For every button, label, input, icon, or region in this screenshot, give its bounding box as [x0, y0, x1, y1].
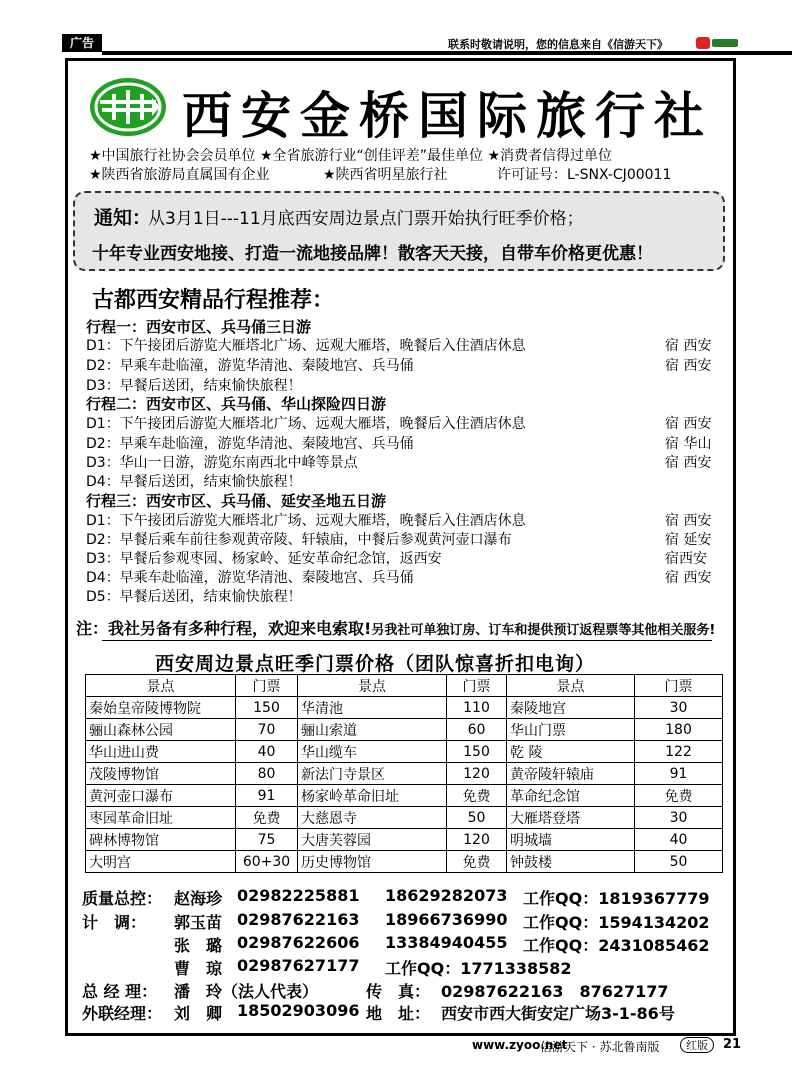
page-number: 21 [723, 1037, 742, 1052]
quality-name: 赵海珍 [174, 889, 223, 908]
table-header: 门票 [236, 675, 298, 697]
itinerary-stay: 宿 西安 [665, 338, 712, 354]
company-credentials-line2a: ★陕西省旅游局直属国有企业 [89, 167, 270, 183]
attraction-cell: 茂陵博物馆 [86, 763, 236, 785]
price-table [85, 674, 723, 873]
itinerary-stay: 宿西安 [665, 551, 707, 567]
price-cell: 110 [447, 697, 507, 719]
itinerary-stay: 宿 西安 [665, 358, 712, 374]
notice-label: 通知： [94, 207, 152, 229]
footer-edition-badge: 红版 [680, 1037, 714, 1053]
table-header: 门票 [447, 675, 507, 697]
planner-qq: 工作QQ：2431085462 [523, 936, 710, 955]
quality-phone: 02982225881 [237, 886, 360, 905]
itinerary-title: 行程二：西安市区、兵马俑、华山探险四日游 [86, 395, 387, 413]
notice-slogan: 十年专业西安地接、打造一流地接品牌！散客天天接，自带车价格更优惠！ [92, 244, 653, 264]
price-cell: 50 [447, 807, 507, 829]
attraction-cell: 华清池 [298, 697, 447, 719]
itinerary-title: 行程一：西安市区、兵马俑三日游 [86, 318, 312, 336]
address: 西安市西大街安定广场3-1-86号 [441, 1004, 675, 1023]
price-cell: 75 [236, 829, 298, 851]
table-row [86, 807, 723, 829]
attraction-cell: 大慈恩寺 [298, 807, 447, 829]
note-underline [102, 640, 712, 641]
attraction-cell: 枣园革命旧址 [86, 807, 236, 829]
table-header: 门票 [635, 675, 723, 697]
address-label: 地 址： [366, 1004, 431, 1023]
price-cell: 30 [635, 807, 723, 829]
planner-qq: 工作QQ：1594134202 [523, 913, 710, 932]
top-note: 联系时敬请说明，您的信息来自《信游天下》 [448, 38, 668, 51]
liaison-label: 外联经理： [82, 1004, 163, 1023]
price-cell: 50 [635, 851, 723, 873]
itinerary-title: 行程三：西安市区、兵马俑、延安圣地五日游 [86, 492, 387, 510]
table-header: 景点 [298, 675, 447, 697]
attraction-cell: 黄河壶口瀑布 [86, 785, 236, 807]
planner-mobile: 18966736990 [385, 910, 508, 929]
fax-numbers: 02987622163 87627177 [441, 982, 669, 1001]
attraction-cell: 秦始皇帝陵博物院 [86, 697, 236, 719]
attraction-cell: 历史博物馆 [298, 851, 447, 873]
price-cell: 80 [236, 763, 298, 785]
table-row [86, 741, 723, 763]
price-cell: 免费 [447, 851, 507, 873]
magazine-logo-icon [696, 36, 738, 50]
price-cell: 120 [447, 829, 507, 851]
section-title: 古都西安精品行程推荐： [92, 288, 335, 313]
planner-mobile: 13384940455 [385, 933, 508, 952]
itinerary-day: D2：早乘车赴临潼，游览华清池、秦陵地宫、兵马俑 [86, 436, 414, 452]
itinerary-day: D1：下午接团后游览大雁塔北广场、远观大雁塔，晚餐后入住酒店休息 [86, 416, 526, 432]
price-cell: 122 [635, 741, 723, 763]
attraction-cell: 华山门票 [507, 719, 635, 741]
planner-phone: 02987622163 [237, 910, 360, 929]
price-cell: 免费 [635, 785, 723, 807]
footer-publication: 信游天下 · 苏北鲁南版 [540, 1040, 660, 1054]
itinerary-day: D5：早餐后送团，结束愉快旅程！ [86, 589, 302, 605]
price-cell: 40 [635, 829, 723, 851]
itinerary-stay: 宿 西安 [665, 570, 712, 586]
attraction-cell: 骊山索道 [298, 719, 447, 741]
attraction-cell: 骊山森林公园 [86, 719, 236, 741]
attraction-cell: 华山进山费 [86, 741, 236, 763]
itinerary-stay: 宿 西安 [665, 416, 712, 432]
price-cell: 150 [447, 741, 507, 763]
itinerary-day: D1：下午接团后游览大雁塔北广场、远观大雁塔，晚餐后入住酒店休息 [86, 338, 526, 354]
quality-qq: 工作QQ：1819367779 [523, 889, 710, 908]
itinerary-day: D3：早餐后参观枣园、杨家岭、延安革命纪念馆，返西安 [86, 551, 442, 567]
top-divider [102, 51, 792, 55]
attraction-cell: 明城墙 [507, 829, 635, 851]
price-cell: 70 [236, 719, 298, 741]
manager-name: 潘 玲（法人代表） [174, 982, 319, 1001]
itinerary-day: D3：早餐后送团，结束愉快旅程！ [86, 378, 302, 394]
attraction-cell: 新法门寺景区 [298, 763, 447, 785]
itinerary-stay: 宿 西安 [665, 455, 712, 471]
quality-mobile: 18629282073 [385, 886, 508, 905]
price-cell: 91 [635, 763, 723, 785]
price-cell: 免费 [236, 807, 298, 829]
table-row [86, 697, 723, 719]
company-name: 西安金桥国际旅行社 [182, 86, 713, 145]
quality-label: 质量总控： [82, 889, 163, 908]
price-cell: 免费 [447, 785, 507, 807]
table-row [86, 763, 723, 785]
price-cell: 60 [447, 719, 507, 741]
itinerary-day: D4：早餐后送团，结束愉快旅程！ [86, 474, 302, 490]
attraction-cell: 杨家岭革命旧址 [298, 785, 447, 807]
price-cell: 60+30 [236, 851, 298, 873]
footer-website: www.zyoo.net [472, 1038, 568, 1052]
company-credentials-line2b: ★陕西省明星旅行社 [323, 167, 448, 183]
attraction-cell: 钟鼓楼 [507, 851, 635, 873]
price-cell: 120 [447, 763, 507, 785]
services-note-rest: 另我社可单独订房、订车和提供预订返程票等其他相关服务! [371, 623, 716, 638]
planner-phone: 02987622606 [237, 933, 360, 952]
license-number: 许可证号：L-SNX-CJ00011 [497, 167, 672, 183]
notice-box [73, 191, 725, 271]
itinerary-day: D2：早乘车赴临潼，游览华清池、秦陵地宫、兵马俑 [86, 358, 414, 374]
itinerary-day: D1：下午接团后游览大雁塔北广场、远观大雁塔，晚餐后入住酒店休息 [86, 513, 526, 529]
attraction-cell: 大明宫 [86, 851, 236, 873]
table-row [86, 719, 723, 741]
price-cell: 30 [635, 697, 723, 719]
price-table-title: 西安周边景点旺季门票价格（团队惊喜折扣电询） [155, 653, 596, 675]
table-row [86, 829, 723, 851]
attraction-cell: 碑林博物馆 [86, 829, 236, 851]
ad-tag: 广告 [62, 34, 102, 52]
price-cell: 180 [635, 719, 723, 741]
services-note-main: 注：我社另备有多种行程，欢迎来电索取! [76, 619, 372, 638]
itinerary-day: D2：早餐后乘车前往参观黄帝陵、轩辕庙，中餐后参观黄河壶口瀑布 [86, 532, 512, 548]
itinerary-stay: 宿 延安 [665, 532, 712, 548]
attraction-cell: 大唐芙蓉园 [298, 829, 447, 851]
company-logo-icon [88, 76, 168, 138]
liaison-name: 刘 卿 [174, 1004, 223, 1023]
planning-label: 计 调： [82, 913, 147, 932]
planner-name: 郭玉苗 [174, 913, 223, 932]
company-credentials-line1: ★中国旅行社协会会员单位 ★全省旅游行业“创佳评差”最佳单位 ★消费者信得过单位 [89, 148, 613, 164]
planner-name: 曹 琼 [174, 959, 223, 978]
attraction-cell: 华山缆车 [298, 741, 447, 763]
attraction-cell: 乾 陵 [507, 741, 635, 763]
price-cell: 40 [236, 741, 298, 763]
itinerary-stay: 宿 华山 [665, 436, 712, 452]
planner-phone: 02987627177 [237, 956, 360, 975]
services-note [76, 616, 715, 639]
liaison-mobile: 18502903096 [237, 1001, 360, 1020]
table-header-row [86, 675, 723, 697]
itinerary-day: D3：华山一日游，游览东南西北中峰等景点 [86, 455, 358, 471]
planner-name: 张 璐 [174, 936, 223, 955]
attraction-cell: 革命纪念馆 [507, 785, 635, 807]
attraction-cell: 黄帝陵轩辕庙 [507, 763, 635, 785]
itinerary-stay: 宿 西安 [665, 513, 712, 529]
planner-qq: 工作QQ：1771338582 [385, 959, 572, 978]
itinerary-day: D4：早乘车赴临潼，游览华清池、秦陵地宫、兵马俑 [86, 570, 414, 586]
price-cell: 150 [236, 697, 298, 719]
table-row [86, 851, 723, 873]
fax-label: 传 真： [366, 982, 431, 1001]
table-header: 景点 [507, 675, 635, 697]
attraction-cell: 大雁塔登塔 [507, 807, 635, 829]
price-cell: 91 [236, 785, 298, 807]
table-header: 景点 [86, 675, 236, 697]
manager-label: 总 经 理： [82, 982, 158, 1001]
notice-text: 从3月1日---11月底西安周边景点门票开始执行旺季价格； [148, 209, 584, 229]
attraction-cell: 秦陵地宫 [507, 697, 635, 719]
table-row [86, 785, 723, 807]
